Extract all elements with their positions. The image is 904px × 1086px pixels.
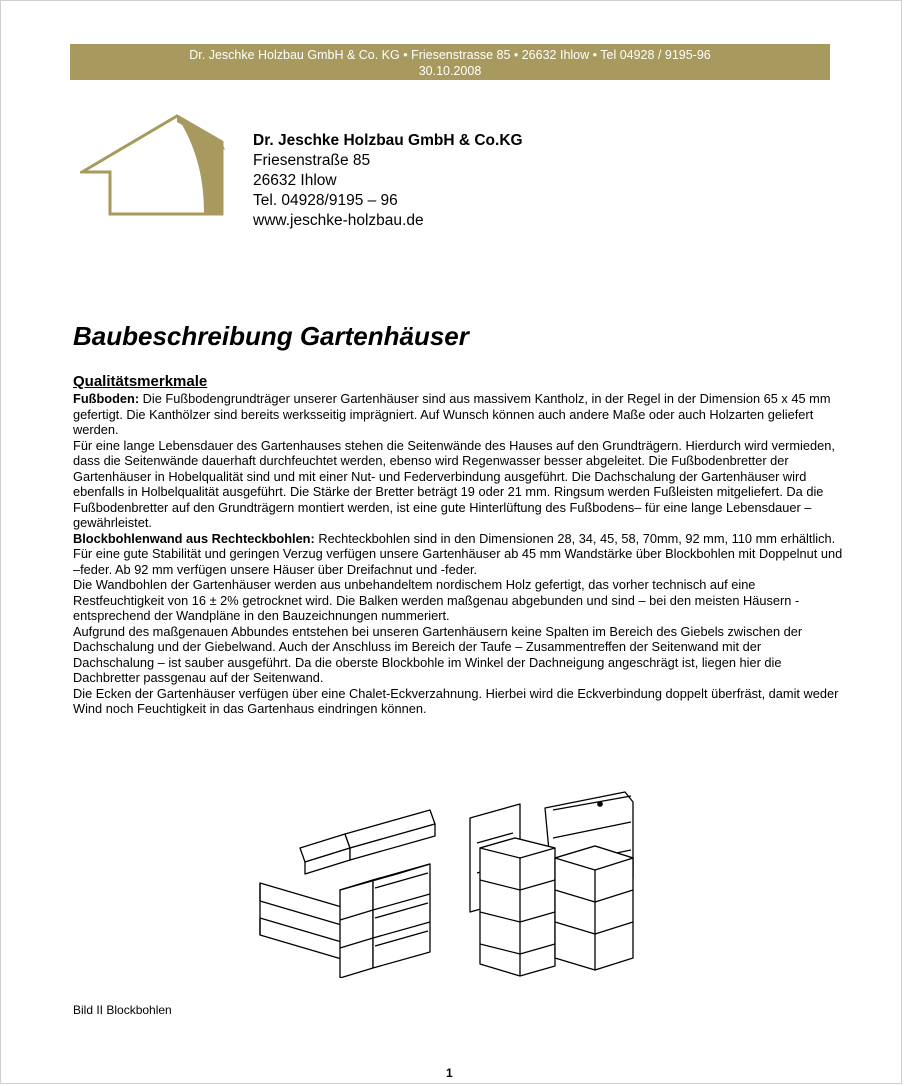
document-title: Baubeschreibung Gartenhäuser bbox=[73, 321, 469, 351]
company-address-block bbox=[253, 131, 523, 231]
paragraph-blockwall: Blockbohlenwand aus Rechteckbohlen: Rechteckbohlen sind in den Dimensionen 28, 34, 45, 58, 70mm, 92 mm, 110 mm erhältlich. Für eine gute Stabilität und geringen Verzug verfügen unsere Gartenhäuser ab 45 mm Wandstärke über Blockbohlen mit Doppelnut und –feder. Ab 92 mm verfügen unsere Häuser über Dreifachnut und -feder. bbox=[73, 530, 843, 577]
figure-caption: Bild II Blockbohlen bbox=[73, 1003, 172, 1017]
company-street: Friesenstraße 85 bbox=[253, 152, 371, 169]
paragraph-walls-floorboards: Für eine lange Lebensdauer des Gartenhauses stehen die Seitenwände des Hauses auf den Grundträgern. Hierdurch wird vermieden, dass die Seitenwände dauerhaft durchfeuchtet werden, ebenso wird Regenwasser besser abgeleitet. Die Fußbodenbretter der Gartenhäuser in Hobelqualität sind und mit einer Nut- und Federverbindung ausgeführt. Die Dachschalung der Gartenhäuser wird ebenfalls in Holbelqualität ausgeführt. Die Stärke der Bretter beträgt 19 oder 21 mm. Ringsum werden Fußleisten mitgeliefert. Da die Fußbodenbretter auf den Grundträgern montiert werden, ist eine gute Hinterlüftung des Fußbodens– für eine lange Lebensdauer – gewährleistet. bbox=[73, 437, 835, 530]
paragraph-fit: Aufgrund des maßgenauen Abbundes entstehen bei unseren Gartenhäusern keine Spalten im Bereich des Giebels zwischen der Dachschalung und der Giebelwand. Auch der Anschluss im Bereich der Taufe – Zusammentreffen der Seitenwand mit der Dachschalung – ist sauber ausgeführt. Da die oberste Blockbohle im Winkel der Dachneigung angeschrägt ist, liegen hier die Dachbretter passgenau auf der Seitenwand. bbox=[73, 623, 803, 685]
letterhead-date: 30.10.2008 bbox=[418, 64, 482, 78]
paragraph-wood: Die Wandbohlen der Gartenhäuser werden aus unbehandeltem nordischem Holz gefertigt, das vorher technisch auf eine Restfeuchtigkeit von 16 ± 2% getrocknet wird. Die Balken werden maßgenau abgebunden und sind – bei den meisten Häusern - entsprechend der Wandpläne in den Bauzeichnungen nummeriert. bbox=[73, 577, 800, 623]
company-name: Dr. Jeschke Holzbau GmbH & Co.KG bbox=[253, 132, 523, 149]
house-logo-icon bbox=[80, 110, 230, 220]
paragraph-corners: Die Ecken der Gartenhäuser verfügen über eine Chalet-Eckverzahnung. Hierbei wird die Eckverbindung doppelt überfräst, damit weder Wind noch Feuchtigkeit in das Gartenhaus eindringen können. bbox=[73, 685, 839, 716]
paragraph-label: Blockbohlenwand aus Rechteckbohlen: bbox=[73, 530, 315, 546]
paragraph-label: Fußboden: bbox=[73, 391, 140, 406]
blockbohlen-illustration bbox=[255, 788, 645, 978]
page-number: 1 bbox=[446, 1066, 453, 1080]
body-text bbox=[73, 391, 843, 717]
letterhead-band bbox=[70, 44, 830, 80]
letterhead-address: Dr. Jeschke Holzbau GmbH & Co. KG • Friesenstrasse 85 • 26632 Ihlow • Tel 04928 / 9195-96 bbox=[189, 48, 711, 62]
section-heading: Qualitätsmerkmale bbox=[73, 373, 208, 390]
company-city: 26632 Ihlow bbox=[253, 172, 337, 189]
paragraph-floor: Fußboden: Die Fußbodengrundträger unserer Gartenhäuser sind aus massivem Kantholz, in der Regel in der Dimension 65 x 45 mm gefertigt. Die Kanthölzer sind bereits werksseitig imprägniert. Auf Wunsch können auch andere Maße oder auch Holzarten geliefert werden. bbox=[73, 391, 831, 437]
company-phone: Tel. 04928/9195 – 96 bbox=[253, 192, 398, 209]
company-website: www.jeschke-holzbau.de bbox=[253, 212, 424, 229]
corner-joint-left-image bbox=[260, 810, 435, 978]
corner-joint-right-image bbox=[470, 792, 633, 976]
